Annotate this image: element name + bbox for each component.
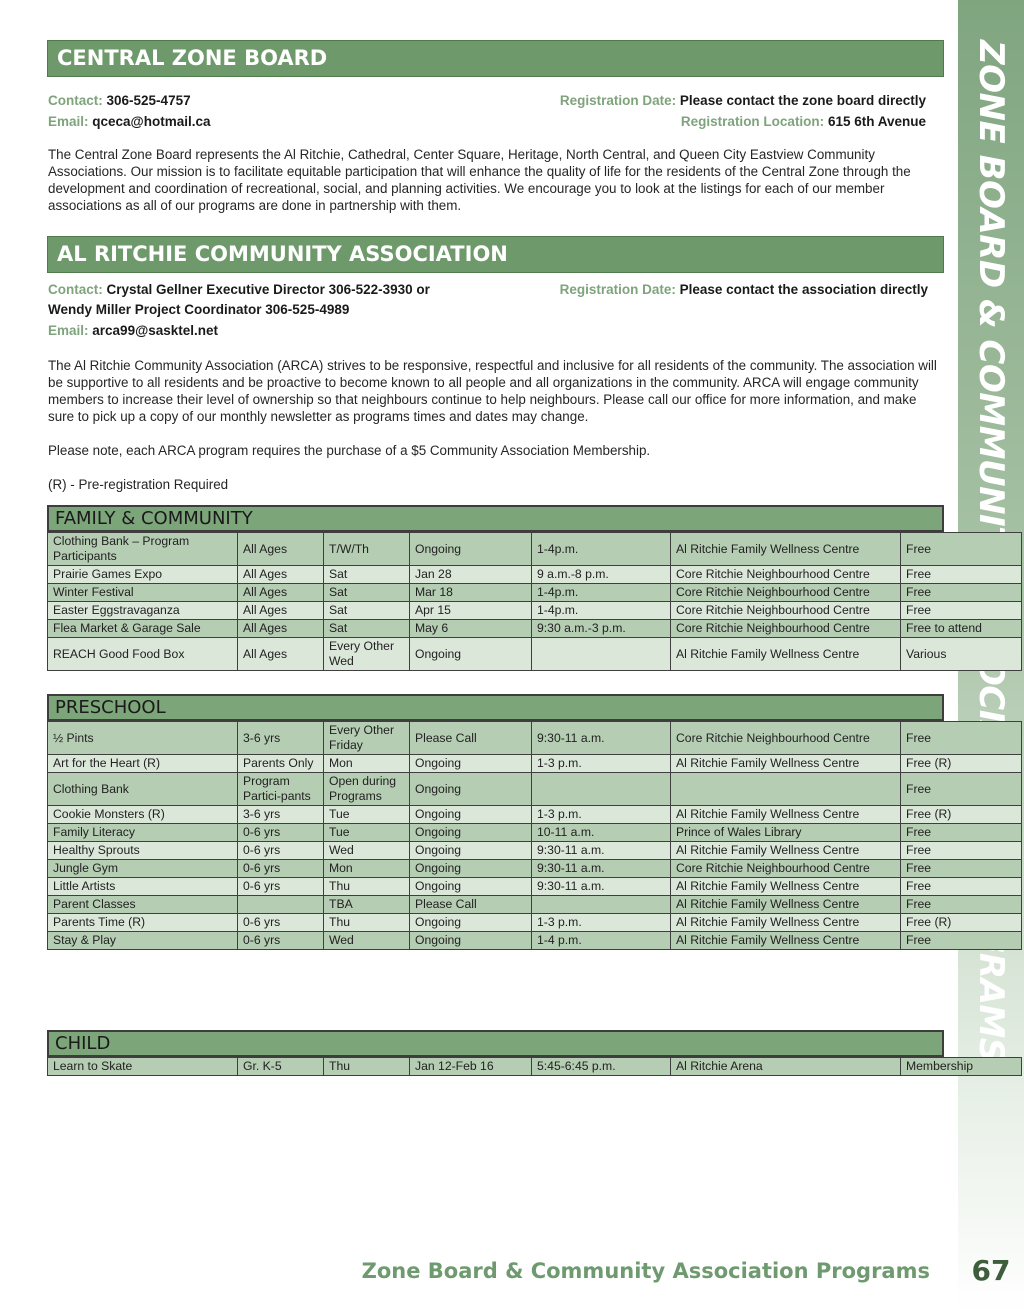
cell-location: Al Ritchie Family Wellness Centre <box>671 878 901 896</box>
cell-cost: Free to attend <box>901 620 1022 638</box>
cell-dates: Ongoing <box>410 932 532 950</box>
cell-cost: Membership <box>901 1058 1022 1076</box>
cell-program-name: Parent Classes <box>48 896 238 914</box>
cell-age-group: All Ages <box>238 638 324 671</box>
contact-label: Contact: <box>48 93 103 108</box>
cell-day: Sat <box>324 602 410 620</box>
cell-age-group: 0-6 yrs <box>238 860 324 878</box>
cell-time: 1-4p.m. <box>532 602 671 620</box>
central-registration-location <box>681 114 926 129</box>
cell-program-name: Little Artists <box>48 878 238 896</box>
cell-location: Al Ritchie Family Wellness Centre <box>671 755 901 773</box>
cell-time <box>532 638 671 671</box>
cell-day: Tue <box>324 806 410 824</box>
central-contact <box>48 93 191 108</box>
cell-program-name: Healthy Sprouts <box>48 842 238 860</box>
cell-time: 1-3 p.m. <box>532 755 671 773</box>
program-table <box>47 532 1022 671</box>
cell-cost: Free <box>901 824 1022 842</box>
page-number: 67 <box>971 1254 1011 1287</box>
registration-date-value: Please contact the association directly <box>679 282 928 297</box>
cell-dates: May 6 <box>410 620 532 638</box>
cell-age-group: All Ages <box>238 584 324 602</box>
cell-time: 1-3 p.m. <box>532 914 671 932</box>
cell-program-name: Winter Festival <box>48 584 238 602</box>
arca-email <box>48 323 218 338</box>
cell-cost: Free (R) <box>901 755 1022 773</box>
cell-dates: Please Call <box>410 722 532 755</box>
cell-dates: Ongoing <box>410 860 532 878</box>
cell-dates: Ongoing <box>410 824 532 842</box>
cell-day: Wed <box>324 842 410 860</box>
cell-day: Sat <box>324 620 410 638</box>
cell-location: Al Ritchie Family Wellness Centre <box>671 914 901 932</box>
cell-program-name: Family Literacy <box>48 824 238 842</box>
cell-age-group: 0-6 yrs <box>238 914 324 932</box>
cell-cost: Various <box>901 638 1022 671</box>
cell-day: Thu <box>324 914 410 932</box>
cell-day: Thu <box>324 878 410 896</box>
registration-date-value: Please contact the zone board directly <box>679 93 926 108</box>
cell-cost: Free <box>901 932 1022 950</box>
cell-location: Core Ritchie Neighbourhood Centre <box>671 566 901 584</box>
table-row <box>48 842 1022 860</box>
cell-program-name: Cookie Monsters (R) <box>48 806 238 824</box>
table-row <box>48 932 1022 950</box>
cell-time: 1-4p.m. <box>532 533 671 566</box>
cell-cost: Free <box>901 584 1022 602</box>
table-row <box>48 755 1022 773</box>
cell-location: Al Ritchie Family Wellness Centre <box>671 533 901 566</box>
table-row <box>48 914 1022 932</box>
cell-program-name: REACH Good Food Box <box>48 638 238 671</box>
contact-value: Crystal Gellner Executive Director 306-522-3930 or <box>106 282 430 297</box>
cell-location: Core Ritchie Neighbourhood Centre <box>671 602 901 620</box>
table-row <box>48 584 1022 602</box>
central-zone-heading: CENTRAL ZONE BOARD <box>47 40 944 77</box>
arca-legend: (R) - Pre-registration Required <box>48 477 229 492</box>
cell-location: Core Ritchie Neighbourhood Centre <box>671 620 901 638</box>
cell-age-group: 3-6 yrs <box>238 806 324 824</box>
cell-program-name: Learn to Skate <box>48 1058 238 1076</box>
cell-cost: Free <box>901 896 1022 914</box>
cell-day: Open during Programs <box>324 773 410 806</box>
cell-age-group: 0-6 yrs <box>238 932 324 950</box>
cell-location: Core Ritchie Neighbourhood Centre <box>671 584 901 602</box>
table-row <box>48 806 1022 824</box>
section-child <box>47 1030 974 1076</box>
cell-cost: Free <box>901 602 1022 620</box>
table-row <box>48 722 1022 755</box>
arca-membership-note: Please note, each ARCA program requires the purchase of a $5 Community Association Membership. <box>48 443 651 458</box>
cell-program-name: Flea Market & Garage Sale <box>48 620 238 638</box>
arca-contact <box>48 282 430 297</box>
cell-time: 9:30 a.m.-3 p.m. <box>532 620 671 638</box>
cell-dates: Mar 18 <box>410 584 532 602</box>
contact-label: Contact: <box>48 282 103 297</box>
email-label: Email: <box>48 114 89 129</box>
cell-cost: Free <box>901 878 1022 896</box>
cell-dates: Ongoing <box>410 914 532 932</box>
central-registration-date <box>560 93 926 108</box>
cell-cost: Free <box>901 860 1022 878</box>
email-value[interactable]: qceca@hotmail.ca <box>92 114 211 129</box>
cell-dates: Ongoing <box>410 878 532 896</box>
cell-dates: Jan 28 <box>410 566 532 584</box>
cell-cost: Free <box>901 773 1022 806</box>
cell-location: Al Ritchie Family Wellness Centre <box>671 638 901 671</box>
cell-day: Every Other Friday <box>324 722 410 755</box>
cell-cost: Free <box>901 842 1022 860</box>
registration-location-value: 615 6th Avenue <box>827 114 926 129</box>
cell-time: 9:30-11 a.m. <box>532 842 671 860</box>
cell-age-group: Program Partici-pants <box>238 773 324 806</box>
cell-time: 9:30-11 a.m. <box>532 878 671 896</box>
cell-dates: Please Call <box>410 896 532 914</box>
cell-day: Mon <box>324 755 410 773</box>
cell-dates: Ongoing <box>410 755 532 773</box>
cell-location <box>671 773 901 806</box>
section-heading: FAMILY & COMMUNITY <box>47 505 944 532</box>
cell-age-group: All Ages <box>238 620 324 638</box>
registration-date-label: Registration Date: <box>559 93 677 108</box>
cell-location: Al Ritchie Family Wellness Centre <box>671 932 901 950</box>
cell-age-group: 3-6 yrs <box>238 722 324 755</box>
cell-cost: Free <box>901 533 1022 566</box>
cell-day: Sat <box>324 584 410 602</box>
cell-cost: Free (R) <box>901 806 1022 824</box>
cell-dates: Ongoing <box>410 533 532 566</box>
registration-location-label: Registration Location: <box>680 114 825 129</box>
section-family-community <box>47 505 982 671</box>
table-row <box>48 896 1022 914</box>
cell-age-group: Parents Only <box>238 755 324 773</box>
cell-age-group: All Ages <box>238 566 324 584</box>
cell-location: Core Ritchie Neighbourhood Centre <box>671 722 901 755</box>
cell-time <box>532 896 671 914</box>
contact-value: 306-525-4757 <box>106 93 191 108</box>
cell-program-name: Clothing Bank <box>48 773 238 806</box>
cell-dates: Apr 15 <box>410 602 532 620</box>
cell-program-name: Jungle Gym <box>48 860 238 878</box>
section-heading: CHILD <box>47 1030 944 1057</box>
cell-location: Al Ritchie Arena <box>671 1058 901 1076</box>
cell-age-group: Gr. K-5 <box>238 1058 324 1076</box>
cell-location: Al Ritchie Family Wellness Centre <box>671 842 901 860</box>
central-description: The Central Zone Board represents the Al Ritchie, Cathedral, Center Square, Heritage, North Central, and Queen City Eastview Community Associations. Our mission is to facilitate equitable participation that will enhance the quality of life for the residents of the Central Zone through the development and coordination of recreational, social, and planning activities. We encourage you to look at the listings for each of our member associations as all of our programs are done in partnership with them. <box>48 147 911 213</box>
cell-age-group: 0-6 yrs <box>238 824 324 842</box>
cell-time <box>532 773 671 806</box>
footer-title: Zone Board & Community Association Programs <box>361 1259 930 1283</box>
cell-cost: Free (R) <box>901 914 1022 932</box>
program-table <box>47 721 1022 950</box>
table-row <box>48 1058 1022 1076</box>
cell-location: Prince of Wales Library <box>671 824 901 842</box>
table-row <box>48 860 1022 878</box>
cell-dates: Ongoing <box>410 842 532 860</box>
email-label: Email: <box>48 323 89 338</box>
arca-contact-second <box>48 302 349 317</box>
cell-location: Core Ritchie Neighbourhood Centre <box>671 860 901 878</box>
cell-age-group: 0-6 yrs <box>238 842 324 860</box>
contact-value-second: Wendy Miller Project Coordinator 306-525-4989 <box>48 302 350 317</box>
cell-cost: Free <box>901 566 1022 584</box>
program-table <box>47 1057 1022 1076</box>
table-row <box>48 824 1022 842</box>
cell-dates: Ongoing <box>410 638 532 671</box>
section-preschool <box>47 694 952 950</box>
cell-day: TBA <box>324 896 410 914</box>
section-heading: PRESCHOOL <box>47 694 944 721</box>
cell-day: Every Other Wed <box>324 638 410 671</box>
cell-day: Mon <box>324 860 410 878</box>
cell-day: Tue <box>324 824 410 842</box>
arca-registration-date <box>560 282 928 297</box>
cell-day: Thu <box>324 1058 410 1076</box>
cell-time: 9:30-11 a.m. <box>532 860 671 878</box>
cell-time: 1-3 p.m. <box>532 806 671 824</box>
cell-program-name: Easter Eggstravaganza <box>48 602 238 620</box>
cell-age-group: 0-6 yrs <box>238 878 324 896</box>
cell-age-group: All Ages <box>238 602 324 620</box>
cell-program-name: Art for the Heart (R) <box>48 755 238 773</box>
table-row <box>48 638 1022 671</box>
email-value[interactable]: arca99@sasktel.net <box>92 323 219 338</box>
cell-location: Al Ritchie Family Wellness Centre <box>671 806 901 824</box>
cell-program-name: Parents Time (R) <box>48 914 238 932</box>
table-row <box>48 566 1022 584</box>
sidebar-title <box>965 40 1017 840</box>
cell-dates: Jan 12-Feb 16 <box>410 1058 532 1076</box>
cell-time: 9:30-11 a.m. <box>532 722 671 755</box>
registration-date-label: Registration Date: <box>559 282 676 297</box>
table-row <box>48 773 1022 806</box>
cell-time: 1-4 p.m. <box>532 932 671 950</box>
arca-heading: AL RITCHIE COMMUNITY ASSOCIATION <box>47 236 944 273</box>
table-row <box>48 620 1022 638</box>
cell-time: 9 a.m.-8 p.m. <box>532 566 671 584</box>
table-row <box>48 878 1022 896</box>
cell-age-group: All Ages <box>238 533 324 566</box>
table-row <box>48 533 1022 566</box>
arca-description: The Al Ritchie Community Association (ARCA) strives to be responsive, respectful and inclusive for all residents of the community. The association will be supportive to all residents and be proactive to become known to all people and all organizations in the community. ARCA will engage community members to increase their level of ownership so that neighbours continue to help neighbours. Please call our office for more information, and make sure to pick up a copy of our monthly newsletter as programs times and dates may change. <box>48 358 937 424</box>
cell-location: Al Ritchie Family Wellness Centre <box>671 896 901 914</box>
cell-program-name: ½ Pints <box>48 722 238 755</box>
cell-day: Wed <box>324 932 410 950</box>
cell-program-name: Prairie Games Expo <box>48 566 238 584</box>
cell-time: 1-4p.m. <box>532 584 671 602</box>
table-row <box>48 602 1022 620</box>
cell-program-name: Stay & Play <box>48 932 238 950</box>
cell-dates: Ongoing <box>410 806 532 824</box>
cell-program-name: Clothing Bank – Program Participants <box>48 533 238 566</box>
central-email <box>48 114 211 129</box>
cell-time: 5:45-6:45 p.m. <box>532 1058 671 1076</box>
cell-day: Sat <box>324 566 410 584</box>
cell-time: 10-11 a.m. <box>532 824 671 842</box>
cell-cost: Free <box>901 722 1022 755</box>
cell-age-group <box>238 896 324 914</box>
cell-day: T/W/Th <box>324 533 410 566</box>
cell-dates: Ongoing <box>410 773 532 806</box>
